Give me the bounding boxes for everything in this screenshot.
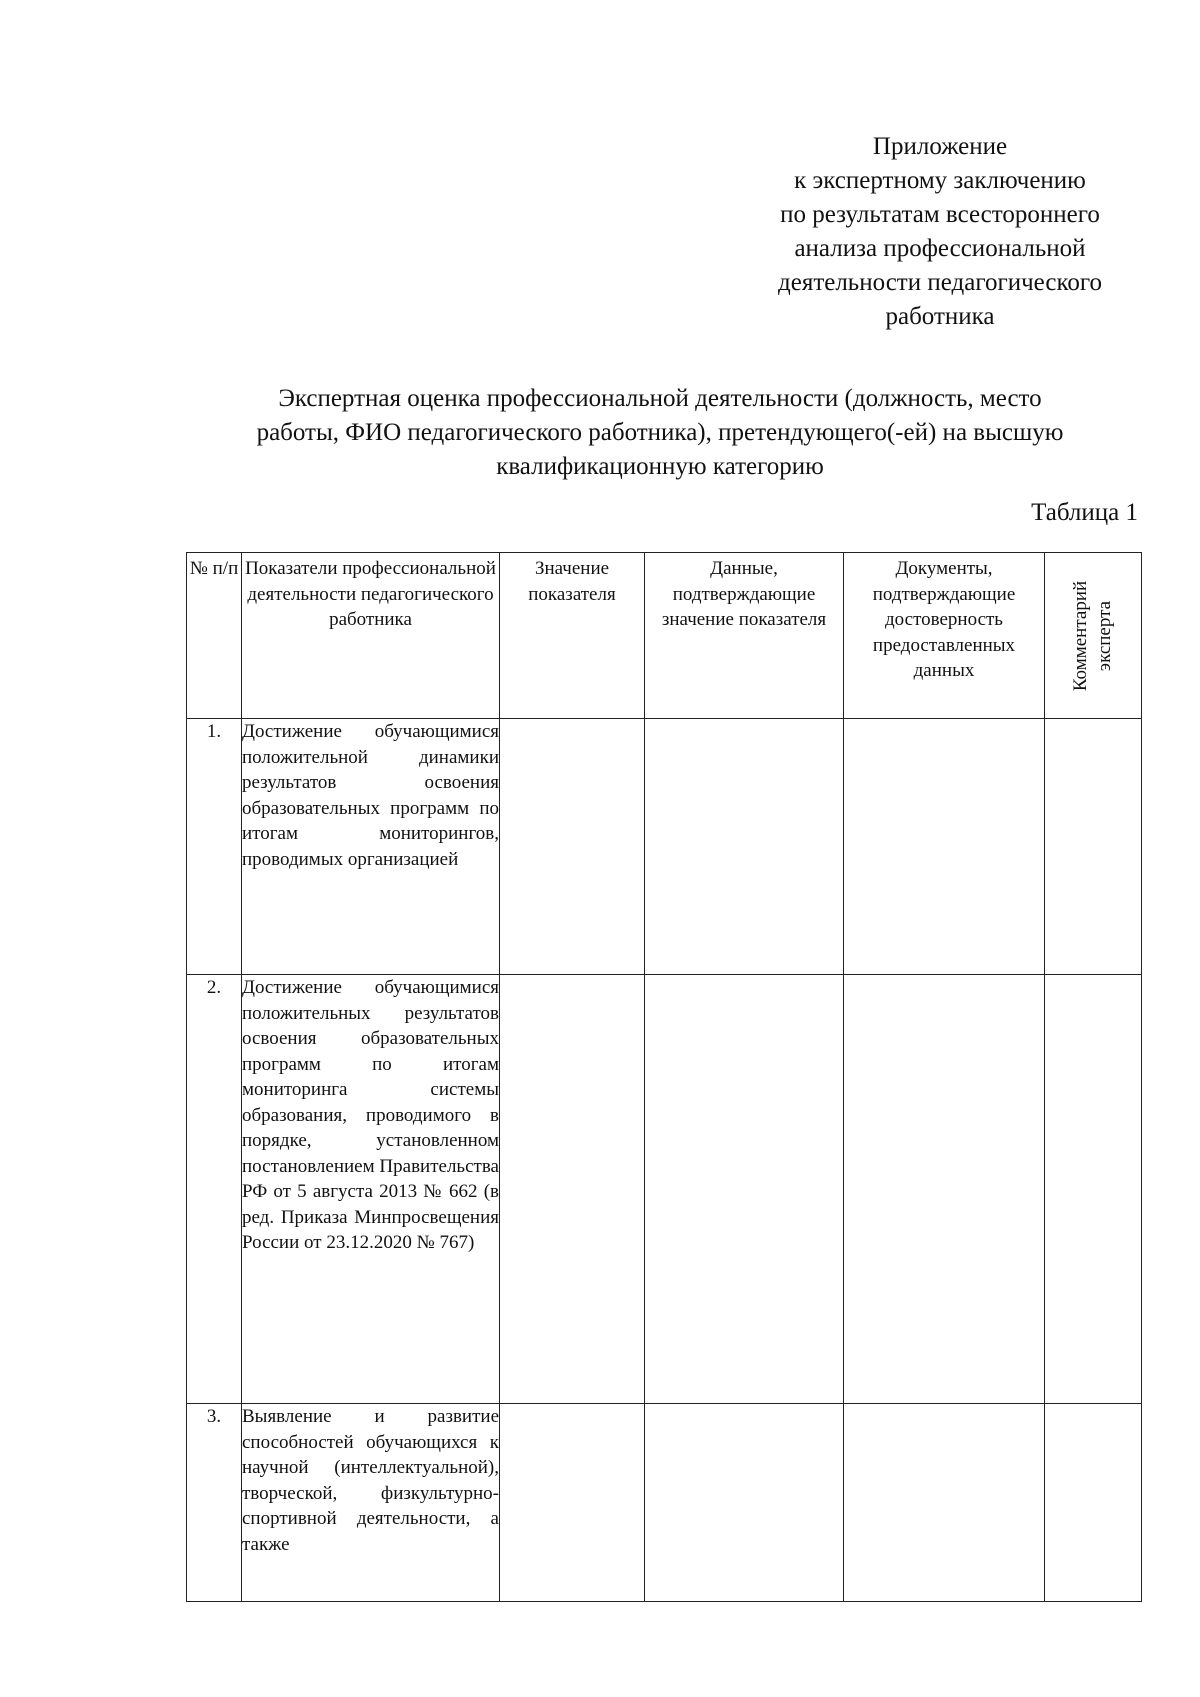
comment-cell [1045, 719, 1142, 975]
header-documents: Документы, подтверждающие достоверность предоставленных данных [844, 553, 1045, 719]
appendix-line: работника [885, 303, 995, 330]
title-line: Экспертная оценка профессиональной деятельности (должность, место [278, 385, 1042, 412]
header-value: Значение показателя [500, 553, 645, 719]
document-title [180, 382, 1140, 484]
row-number: 3. [187, 1404, 242, 1602]
header-number: № п/п [187, 553, 242, 719]
row-indicator: Выявление и развитие способностей обучающихся к научной (интеллектуальной), творческой, физкультурно-спортивной деятельности, а также [242, 1404, 500, 1602]
expert-comment-line: эксперта [1094, 600, 1115, 672]
title-line: работы, ФИО педагогического работника), претендующего(-ей) на высшую [256, 419, 1064, 446]
appendix-line: к экспертному заключению [794, 167, 1086, 194]
supporting-data-cell [645, 975, 844, 1404]
table-header-row [187, 553, 1142, 719]
table-row [187, 719, 1142, 975]
value-cell [500, 719, 645, 975]
header-expert-comment [1045, 553, 1142, 719]
appendix-line: анализа профессиональной [794, 235, 1086, 262]
appendix-heading [740, 130, 1140, 334]
comment-cell [1045, 1404, 1142, 1602]
documents-cell [844, 719, 1045, 975]
value-cell [500, 1404, 645, 1602]
table-label: Таблица 1 [1031, 499, 1138, 526]
row-number: 2. [187, 975, 242, 1404]
header-supporting-data: Данные, подтверждающие значение показателя [645, 553, 844, 719]
appendix-line: деятельности педагогического [778, 269, 1102, 296]
documents-cell [844, 975, 1045, 1404]
expert-comment-label [1069, 581, 1117, 691]
row-number: 1. [187, 719, 242, 975]
expert-comment-line: Комментарий [1070, 580, 1091, 692]
table-row [187, 1404, 1142, 1602]
documents-cell [844, 1404, 1045, 1602]
evaluation-table [186, 552, 1142, 1602]
row-indicator: Достижение обучающимися положительной динамики результатов освоения образовательных программ по итогам мониторингов, проводимых организацией [242, 719, 500, 975]
title-line: квалификационную категорию [496, 453, 824, 480]
supporting-data-cell [645, 1404, 844, 1602]
table-row [187, 975, 1142, 1404]
supporting-data-cell [645, 719, 844, 975]
header-indicators: Показатели профессиональной деятельности педагогического работника [242, 553, 500, 719]
appendix-line: Приложение [872, 133, 1008, 160]
appendix-line: по результатам всестороннего [780, 201, 1100, 228]
comment-cell [1045, 975, 1142, 1404]
value-cell [500, 975, 645, 1404]
row-indicator: Достижение обучающимися положительных результатов освоения образовательных программ по итогам мониторинга системы образования, проводимого в порядке, установленном постановлением Правительства РФ от 5 августа 2013 № 662 (в ред. Приказа Минпросвещения России от 23.12.2020 № 767) [242, 975, 500, 1404]
